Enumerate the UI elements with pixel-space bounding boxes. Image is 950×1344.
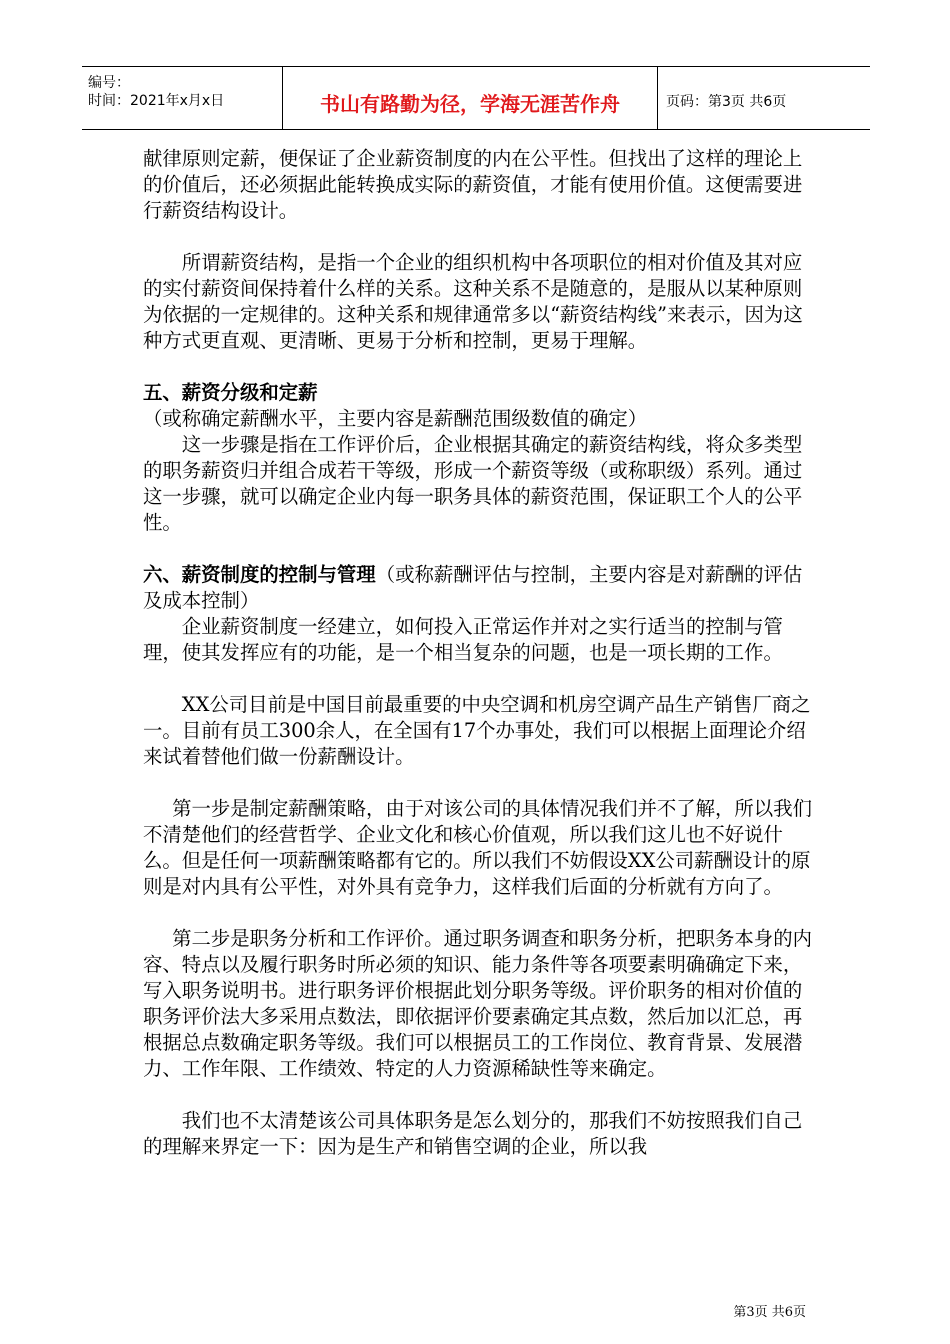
header-date-label: 时间：2021年x月x日 xyxy=(88,93,225,109)
section-heading-6-title: 六、薪资制度的控制与管理 xyxy=(143,563,376,586)
header-top-rule xyxy=(82,66,870,67)
paragraph-2: 所谓薪资结构，是指一个企业的组织机构中各项职位的相对价值及其对应的实付薪资间保持着什么样的关系。这种关系不是随意的，是服从以某种原则为依据的一定规律的。这种关系和规律通常多以“薪资结构线”来表示，因为这种方式更直观、更清晰、更易于分析和控制，更易于理解。 xyxy=(143,251,803,352)
paragraph-7: 第二步是职务分析和工作评价。通过职务调查和职务分析，把职务本身的内容、特点以及履行职务时所必须的知识、能力条件等各项要素明确确定下来，写入职务说明书。进行职务评价根据此划分职务等级。评价职务的相对价值的职务评价法大多采用点数法，即依据评价要素确定其点数，然后加以汇总，再根据总点数确定职务等级。我们可以根据员工的工作岗位、教育背景、发展潜力、工作年限、工作绩效、特定的人力资源稀缺性等来确定。 xyxy=(143,927,812,1080)
header-divider-right xyxy=(657,66,658,130)
footer-page-number: 第3页 共6页 xyxy=(733,1305,806,1320)
section-heading-5-note: （或称确定薪酬水平，主要内容是薪酬范围级数值的确定） xyxy=(143,407,648,430)
header-bottom-rule xyxy=(82,129,870,130)
header-number-label: 编号： xyxy=(88,75,130,91)
section-heading-5 xyxy=(143,380,813,432)
header-page-label: 页码：第3页 共6页 xyxy=(666,94,787,110)
section-heading-6 xyxy=(143,562,813,614)
paragraph-4: 企业薪资制度一经建立，如何投入正常运作并对之实行适当的控制与管理，使其发挥应有的功能，是一个相当复杂的问题，也是一项长期的工作。 xyxy=(143,615,783,664)
header-motto: 书山有路勤为径，学海无涯苦作舟 xyxy=(320,92,620,116)
paragraph-1: 献律原则定薪，便保证了企业薪资制度的内在公平性。但找出了这样的理论上的价值后，还必须据此能转换成实际的薪资值，才能有使用价值。这便需要进行薪资结构设计。 xyxy=(143,147,803,222)
document-body xyxy=(143,146,813,1160)
paragraph-5: XX公司目前是中国目前最重要的中央空调和机房空调产品生产销售厂商之一。目前有员工300余人，在全国有17个办事处，我们可以根据上面理论介绍来试着替他们做一份薪酬设计。 xyxy=(143,693,811,768)
paragraph-3: 这一步骤是指在工作评价后，企业根据其确定的薪资结构线，将众多类型的职务薪资归并组合成若干等级，形成一个薪资等级（或称职级）系列。通过这一步骤，就可以确定企业内每一职务具体的薪资范围，保证职工个人的公平性。 xyxy=(143,433,803,534)
section-heading-6-note: （或称薪酬评估与控制，主要内容是对薪酬的评估及成本控制） xyxy=(143,563,803,612)
section-heading-5-title: 五、薪资分级和定薪 xyxy=(143,381,318,404)
paragraph-8: 我们也不太清楚该公司具体职务是怎么划分的，那我们不妨按照我们自己的理解来界定一下：因为是生产和销售空调的企业，所以我 xyxy=(143,1109,803,1158)
paragraph-6: 第一步是制定薪酬策略，由于对该公司的具体情况我们并不了解，所以我们不清楚他们的经营哲学、企业文化和核心价值观，所以我们这儿也不好说什么。但是任何一项薪酬策略都有它的。所以我们不妨假设XX公司薪酬设计的原则是对内具有公平性，对外具有竞争力，这样我们后面的分析就有方向了。 xyxy=(143,797,812,898)
